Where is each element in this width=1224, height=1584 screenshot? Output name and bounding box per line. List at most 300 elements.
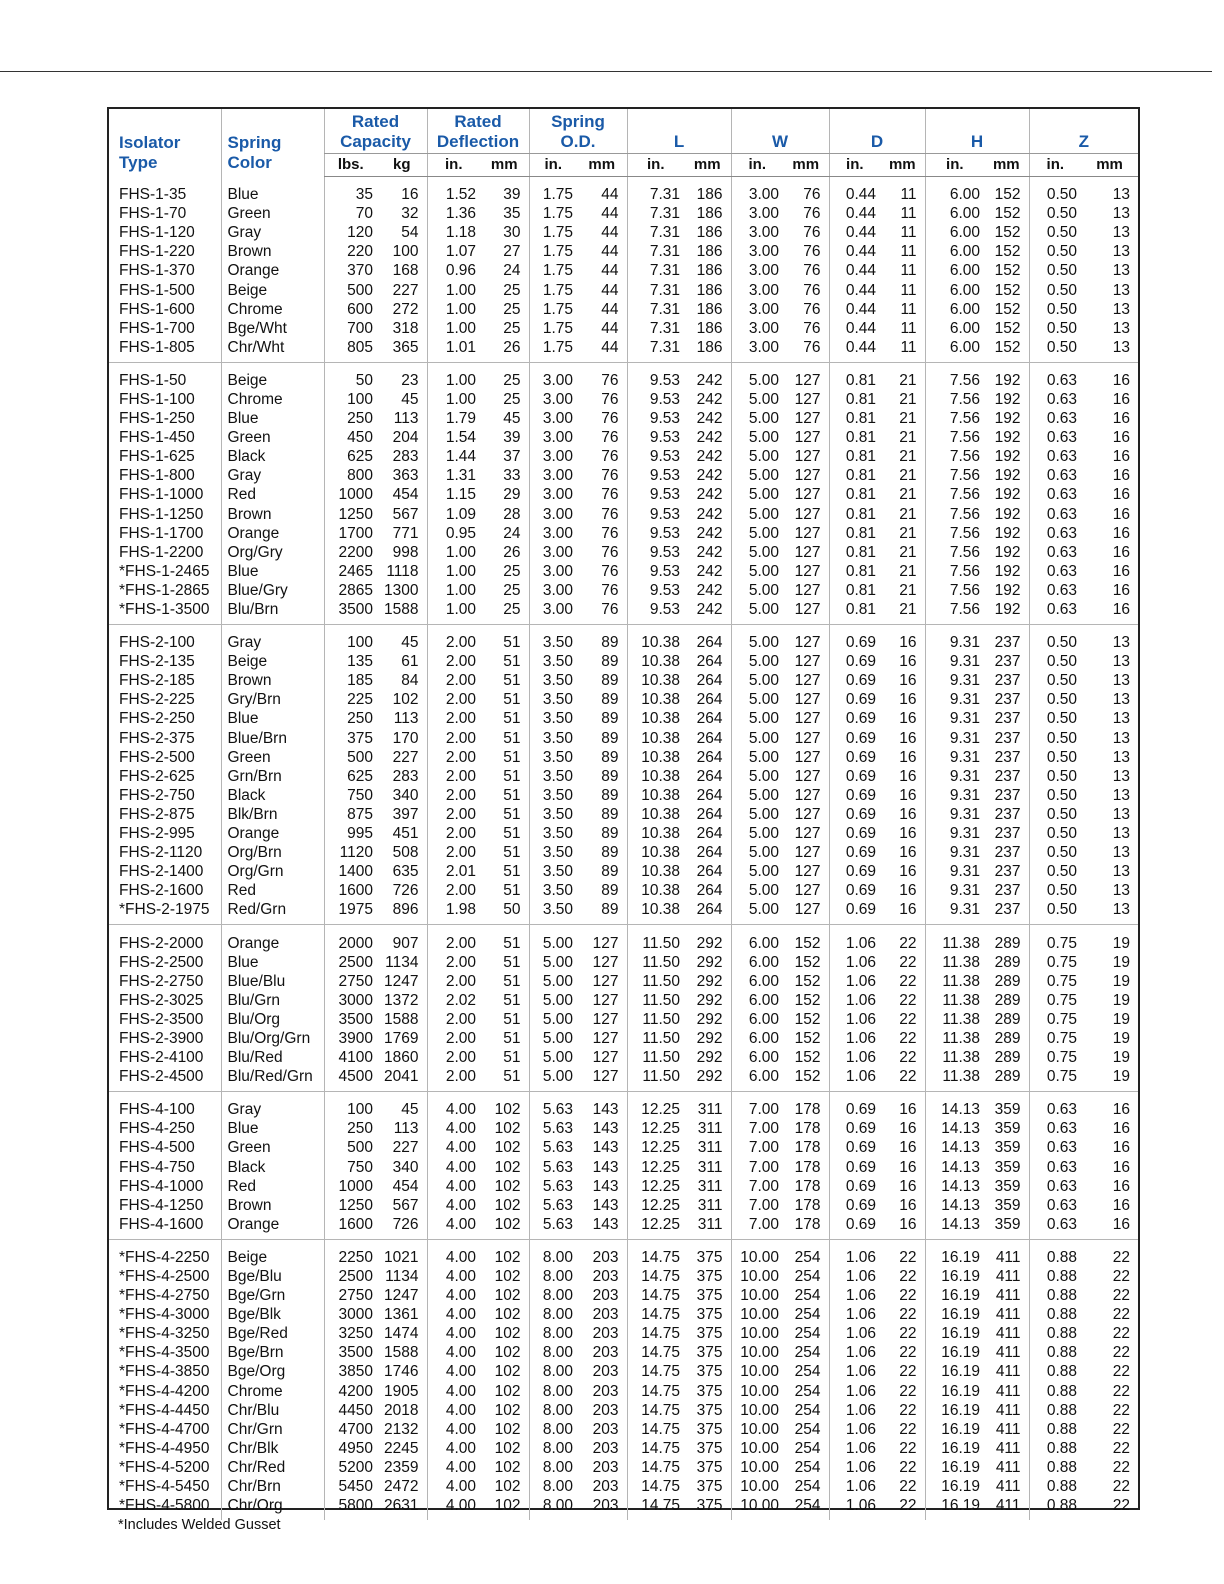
value-cell: 192 bbox=[994, 581, 1021, 599]
header-spring-color: Spring Color bbox=[221, 109, 324, 177]
spring-color-cell: Gray bbox=[221, 223, 324, 242]
value-cell: 500 bbox=[324, 280, 377, 299]
value-cell: 16.19 bbox=[925, 1458, 984, 1477]
value-cell: 340 bbox=[392, 1158, 419, 1176]
value-cell: 51 bbox=[503, 863, 521, 881]
table-row bbox=[109, 1239, 1138, 1267]
top-rule bbox=[0, 71, 1212, 72]
value-cell: 5.00 bbox=[731, 786, 783, 805]
value-cell: 1.75 bbox=[529, 223, 577, 242]
value-cell: 0.63 bbox=[1029, 1092, 1081, 1120]
value-cell: 22 bbox=[1112, 1458, 1131, 1476]
value-cell: 11.50 bbox=[627, 925, 684, 953]
value-cell: 1860 bbox=[384, 1049, 419, 1067]
isolator-type-cell: FHS-4-1250 bbox=[119, 1196, 204, 1214]
value-cell: 289 bbox=[994, 1068, 1021, 1086]
value-cell: 289 bbox=[994, 972, 1021, 990]
value-cell: 0.63 bbox=[1029, 600, 1081, 625]
value-cell: 0.50 bbox=[1029, 204, 1081, 223]
spring-color-cell: Green bbox=[221, 204, 324, 223]
table-row bbox=[109, 319, 1138, 338]
value-cell: 5.00 bbox=[731, 466, 783, 485]
value-cell: 254 bbox=[794, 1439, 821, 1457]
value-cell: 127 bbox=[794, 901, 821, 919]
value-cell: 567 bbox=[392, 505, 419, 523]
value-cell: 411 bbox=[995, 1287, 1021, 1305]
value-cell: 0.50 bbox=[1029, 709, 1081, 728]
isolator-group bbox=[109, 1239, 1138, 1520]
value-cell: 292 bbox=[696, 1029, 723, 1047]
value-cell: 10.38 bbox=[627, 625, 684, 653]
value-cell: 4.00 bbox=[427, 1286, 480, 1305]
value-cell: 7.31 bbox=[627, 261, 684, 280]
value-cell: 10.38 bbox=[627, 881, 684, 900]
value-cell: 14.75 bbox=[627, 1239, 684, 1267]
value-cell: 16.19 bbox=[925, 1477, 984, 1496]
value-cell: 5.63 bbox=[529, 1138, 577, 1157]
value-cell: 13 bbox=[1112, 338, 1131, 356]
value-cell: 0.69 bbox=[829, 1119, 880, 1138]
value-cell: 4.00 bbox=[427, 1215, 480, 1240]
value-cell: 127 bbox=[592, 953, 619, 971]
value-cell: 45 bbox=[503, 410, 521, 428]
value-cell: 0.81 bbox=[829, 543, 880, 562]
value-cell: 102 bbox=[494, 1401, 521, 1419]
value-cell: 0.81 bbox=[829, 362, 880, 390]
value-cell: 152 bbox=[794, 1049, 821, 1067]
value-cell: 13 bbox=[1112, 786, 1131, 804]
value-cell: 0.63 bbox=[1029, 581, 1081, 600]
value-cell: 22 bbox=[1112, 1382, 1131, 1400]
value-cell: 9.31 bbox=[925, 652, 984, 671]
value-cell: 7.00 bbox=[731, 1215, 783, 1240]
value-cell: 7.56 bbox=[925, 362, 984, 390]
value-cell: 16 bbox=[899, 863, 917, 881]
value-cell: 0.81 bbox=[829, 600, 880, 625]
spring-color-cell: Bge/Blk bbox=[221, 1305, 324, 1324]
value-cell: 25 bbox=[503, 581, 521, 599]
value-cell: 0.50 bbox=[1029, 690, 1081, 709]
spring-color-cell: Chrome bbox=[221, 1382, 324, 1401]
value-cell: 5.00 bbox=[731, 485, 783, 504]
spring-color-cell: Orange bbox=[221, 524, 324, 543]
value-cell: 0.50 bbox=[1029, 242, 1081, 261]
value-cell: 237 bbox=[994, 882, 1021, 900]
value-cell: 16.19 bbox=[925, 1362, 984, 1381]
value-cell: 3.00 bbox=[731, 204, 783, 223]
value-cell: 11.50 bbox=[627, 991, 684, 1010]
value-cell: 14.75 bbox=[627, 1267, 684, 1286]
value-cell: 365 bbox=[392, 338, 419, 356]
value-cell: 2.00 bbox=[427, 625, 480, 653]
table-row bbox=[109, 671, 1138, 690]
value-cell: 16.19 bbox=[925, 1401, 984, 1420]
table-row bbox=[109, 767, 1138, 786]
value-cell: 45 bbox=[401, 634, 419, 652]
spring-color-cell: Beige bbox=[221, 652, 324, 671]
value-cell: 203 bbox=[592, 1344, 619, 1362]
value-cell: 89 bbox=[601, 805, 619, 823]
value-cell: 2750 bbox=[324, 1286, 377, 1305]
value-cell: 13 bbox=[1112, 653, 1131, 671]
value-cell: 7.56 bbox=[925, 466, 984, 485]
value-cell: 370 bbox=[324, 261, 377, 280]
value-cell: 289 bbox=[994, 953, 1021, 971]
isolator-group bbox=[109, 177, 1138, 363]
value-cell: 152 bbox=[794, 1010, 821, 1028]
table-row bbox=[109, 824, 1138, 843]
value-cell: 102 bbox=[392, 691, 419, 709]
value-cell: 3500 bbox=[324, 1343, 377, 1362]
unit-header: lbs. bbox=[324, 154, 377, 177]
value-cell: 16 bbox=[899, 672, 917, 690]
isolator-type-cell: FHS-2-1120 bbox=[119, 844, 203, 862]
value-cell: 25 bbox=[503, 281, 521, 299]
value-cell: 254 bbox=[794, 1420, 821, 1438]
value-cell: 237 bbox=[994, 672, 1021, 690]
value-cell: 13 bbox=[1112, 844, 1131, 862]
value-cell: 143 bbox=[592, 1101, 619, 1119]
value-cell: 16 bbox=[899, 1177, 917, 1195]
value-cell: 51 bbox=[503, 953, 521, 971]
value-cell: 10.38 bbox=[627, 862, 684, 881]
value-cell: 22 bbox=[899, 1049, 917, 1067]
table-row bbox=[109, 805, 1138, 824]
value-cell: 292 bbox=[696, 1049, 723, 1067]
value-cell: 5.00 bbox=[731, 805, 783, 824]
value-cell: 203 bbox=[592, 1401, 619, 1419]
value-cell: 254 bbox=[794, 1287, 821, 1305]
value-cell: 4.00 bbox=[427, 1420, 480, 1439]
value-cell: 13 bbox=[1112, 882, 1131, 900]
value-cell: 411 bbox=[995, 1439, 1021, 1457]
value-cell: 0.50 bbox=[1029, 824, 1081, 843]
value-cell: 5450 bbox=[324, 1477, 377, 1496]
table-row bbox=[109, 1092, 1138, 1120]
value-cell: 2750 bbox=[324, 972, 377, 991]
value-cell: 11.38 bbox=[925, 1010, 984, 1029]
value-cell: 237 bbox=[994, 844, 1021, 862]
value-cell: 3500 bbox=[324, 1010, 377, 1029]
value-cell: 76 bbox=[803, 319, 821, 337]
value-cell: 10.38 bbox=[627, 824, 684, 843]
value-cell: 411 bbox=[995, 1497, 1021, 1515]
isolator-type-cell: FHS-2-500 bbox=[119, 748, 195, 766]
value-cell: 76 bbox=[803, 243, 821, 261]
value-cell: 16 bbox=[1112, 562, 1131, 580]
value-cell: 1.00 bbox=[427, 600, 480, 625]
value-cell: 37 bbox=[503, 448, 521, 466]
value-cell: 5.63 bbox=[529, 1215, 577, 1240]
value-cell: 289 bbox=[994, 991, 1021, 1009]
value-cell: 186 bbox=[696, 319, 723, 337]
value-cell: 178 bbox=[794, 1101, 821, 1119]
value-cell: 10.38 bbox=[627, 786, 684, 805]
isolator-type-cell: *FHS-1-2465 bbox=[119, 562, 210, 580]
value-cell: 7.31 bbox=[627, 177, 684, 205]
value-cell: 5.00 bbox=[731, 881, 783, 900]
value-cell: 7.56 bbox=[925, 562, 984, 581]
spring-color-cell: Chr/Blk bbox=[221, 1439, 324, 1458]
value-cell: 375 bbox=[696, 1344, 723, 1362]
table-row bbox=[109, 524, 1138, 543]
value-cell: 227 bbox=[392, 748, 419, 766]
table-row bbox=[109, 242, 1138, 261]
value-cell: 292 bbox=[696, 972, 723, 990]
value-cell: 89 bbox=[601, 748, 619, 766]
value-cell: 0.69 bbox=[829, 862, 880, 881]
spring-color-cell: Green bbox=[221, 1138, 324, 1157]
spring-color-cell: Chrome bbox=[221, 390, 324, 409]
value-cell: 16 bbox=[1112, 429, 1131, 447]
value-cell: 3.00 bbox=[529, 562, 577, 581]
value-cell: 359 bbox=[994, 1158, 1021, 1176]
unit-header: mm bbox=[880, 154, 925, 177]
value-cell: 9.53 bbox=[627, 447, 684, 466]
spring-color-cell: Blue bbox=[221, 562, 324, 581]
unit-header: in. bbox=[427, 154, 480, 177]
value-cell: 1.75 bbox=[529, 280, 577, 299]
value-cell: 10.38 bbox=[627, 729, 684, 748]
value-cell: 51 bbox=[503, 729, 521, 747]
value-cell: 24 bbox=[503, 524, 521, 542]
value-cell: 2.01 bbox=[427, 862, 480, 881]
unit-header: kg bbox=[377, 154, 427, 177]
value-cell: 726 bbox=[392, 882, 419, 900]
value-cell: 9.31 bbox=[925, 690, 984, 709]
value-cell: 25 bbox=[503, 601, 521, 619]
value-cell: 5.00 bbox=[731, 625, 783, 653]
value-cell: 3.50 bbox=[529, 805, 577, 824]
value-cell: 1000 bbox=[324, 485, 377, 504]
value-cell: 3250 bbox=[324, 1324, 377, 1343]
table-row bbox=[109, 1477, 1138, 1496]
value-cell: 51 bbox=[503, 653, 521, 671]
value-cell: 5.63 bbox=[529, 1196, 577, 1215]
value-cell: 9.53 bbox=[627, 600, 684, 625]
value-cell: 25 bbox=[503, 319, 521, 337]
value-cell: 127 bbox=[794, 729, 821, 747]
value-cell: 152 bbox=[994, 186, 1021, 204]
value-cell: 5.00 bbox=[731, 524, 783, 543]
value-cell: 152 bbox=[994, 205, 1021, 223]
value-cell: 0.88 bbox=[1029, 1420, 1081, 1439]
value-cell: 16 bbox=[899, 767, 917, 785]
value-cell: 2.00 bbox=[427, 824, 480, 843]
value-cell: 411 bbox=[995, 1478, 1021, 1496]
value-cell: 1.36 bbox=[427, 204, 480, 223]
isolator-type-cell: FHS-2-135 bbox=[119, 653, 195, 671]
value-cell: 5.00 bbox=[529, 1010, 577, 1029]
value-cell: 9.53 bbox=[627, 390, 684, 409]
value-cell: 2132 bbox=[384, 1420, 419, 1438]
value-cell: 5.00 bbox=[731, 690, 783, 709]
unit-header: in. bbox=[829, 154, 880, 177]
value-cell: 9.31 bbox=[925, 786, 984, 805]
value-cell: 5.00 bbox=[529, 1029, 577, 1048]
table-row bbox=[109, 581, 1138, 600]
isolator-type-cell: *FHS-4-3250 bbox=[119, 1325, 210, 1343]
value-cell: 186 bbox=[696, 300, 723, 318]
value-cell: 411 bbox=[995, 1401, 1021, 1419]
value-cell: 0.50 bbox=[1029, 319, 1081, 338]
isolator-type-cell: FHS-2-3500 bbox=[119, 1010, 204, 1028]
value-cell: 1.00 bbox=[427, 319, 480, 338]
value-cell: 0.44 bbox=[829, 261, 880, 280]
value-cell: 0.63 bbox=[1029, 505, 1081, 524]
value-cell: 10.38 bbox=[627, 900, 684, 925]
value-cell: 127 bbox=[794, 448, 821, 466]
value-cell: 359 bbox=[994, 1120, 1021, 1138]
value-cell: 3.50 bbox=[529, 709, 577, 728]
value-cell: 0.63 bbox=[1029, 524, 1081, 543]
value-cell: 0.50 bbox=[1029, 652, 1081, 671]
value-cell: 1250 bbox=[324, 1196, 377, 1215]
value-cell: 0.75 bbox=[1029, 1010, 1081, 1029]
spring-color-cell: Orange bbox=[221, 925, 324, 953]
value-cell: 1.00 bbox=[427, 390, 480, 409]
value-cell: 11 bbox=[900, 281, 917, 299]
isolator-type-cell: *FHS-4-2750 bbox=[119, 1287, 210, 1305]
value-cell: 4.00 bbox=[427, 1362, 480, 1381]
value-cell: 6.00 bbox=[731, 1029, 783, 1048]
value-cell: 16 bbox=[899, 653, 917, 671]
value-cell: 51 bbox=[503, 805, 521, 823]
value-cell: 30 bbox=[503, 224, 521, 242]
value-cell: 2018 bbox=[384, 1401, 419, 1419]
value-cell: 16 bbox=[899, 844, 917, 862]
spring-color-cell: Green bbox=[221, 748, 324, 767]
value-cell: 7.31 bbox=[627, 338, 684, 363]
value-cell: 0.69 bbox=[829, 652, 880, 671]
value-cell: 1250 bbox=[324, 505, 377, 524]
value-cell: 2865 bbox=[324, 581, 377, 600]
value-cell: 242 bbox=[696, 562, 723, 580]
value-cell: 0.50 bbox=[1029, 805, 1081, 824]
value-cell: 1120 bbox=[324, 843, 377, 862]
value-cell: 14.13 bbox=[925, 1177, 984, 1196]
value-cell: 4.00 bbox=[427, 1119, 480, 1138]
value-cell: 16 bbox=[1112, 1177, 1131, 1195]
value-cell: 9.31 bbox=[925, 709, 984, 728]
value-cell: 186 bbox=[696, 338, 723, 356]
value-cell: 1.06 bbox=[829, 1477, 880, 1496]
value-cell: 1.75 bbox=[529, 300, 577, 319]
isolator-type-cell: FHS-1-100 bbox=[119, 390, 195, 408]
value-cell: 264 bbox=[696, 748, 723, 766]
value-cell: 51 bbox=[503, 1029, 521, 1047]
table-row bbox=[109, 729, 1138, 748]
value-cell: 19 bbox=[1112, 1029, 1131, 1047]
value-cell: 203 bbox=[592, 1363, 619, 1381]
value-cell: 1.06 bbox=[829, 1010, 880, 1029]
spring-color-cell: Bge/Wht bbox=[221, 319, 324, 338]
value-cell: 14.13 bbox=[925, 1092, 984, 1120]
value-cell: 178 bbox=[794, 1196, 821, 1214]
value-cell: 1975 bbox=[324, 900, 377, 925]
isolator-type-cell: FHS-4-100 bbox=[119, 1101, 195, 1119]
value-cell: 3.00 bbox=[529, 485, 577, 504]
value-cell: 84 bbox=[401, 672, 419, 690]
value-cell: 2.00 bbox=[427, 786, 480, 805]
value-cell: 6.00 bbox=[731, 1048, 783, 1067]
table-row bbox=[109, 1029, 1138, 1048]
value-cell: 16.19 bbox=[925, 1239, 984, 1267]
value-cell: 127 bbox=[794, 805, 821, 823]
value-cell: 454 bbox=[392, 486, 419, 504]
value-cell: 242 bbox=[696, 467, 723, 485]
value-cell: 127 bbox=[794, 634, 821, 652]
value-cell: 9.31 bbox=[925, 748, 984, 767]
value-cell: 8.00 bbox=[529, 1267, 577, 1286]
isolator-type-cell: FHS-1-120 bbox=[119, 224, 195, 242]
value-cell: 76 bbox=[803, 186, 821, 204]
value-cell: 237 bbox=[994, 748, 1021, 766]
value-cell: 13 bbox=[1112, 901, 1131, 919]
spring-color-cell: Beige bbox=[221, 280, 324, 299]
value-cell: 192 bbox=[994, 467, 1021, 485]
value-cell: 1247 bbox=[384, 972, 419, 990]
table-row bbox=[109, 280, 1138, 299]
isolator-group bbox=[109, 1092, 1138, 1240]
value-cell: 2.00 bbox=[427, 652, 480, 671]
isolator-type-cell: *FHS-4-4200 bbox=[119, 1382, 210, 1400]
header-rated-deflection: Rated Deflection bbox=[427, 109, 529, 154]
value-cell: 102 bbox=[494, 1248, 521, 1266]
value-cell: 237 bbox=[994, 634, 1021, 652]
header-z: Z bbox=[1029, 109, 1138, 154]
table-row bbox=[109, 1401, 1138, 1420]
value-cell: 0.50 bbox=[1029, 671, 1081, 690]
value-cell: 995 bbox=[324, 824, 377, 843]
value-cell: 0.88 bbox=[1029, 1458, 1081, 1477]
value-cell: 0.50 bbox=[1029, 625, 1081, 653]
value-cell: 7.56 bbox=[925, 447, 984, 466]
spring-color-cell: Bge/Org bbox=[221, 1362, 324, 1381]
value-cell: 0.63 bbox=[1029, 447, 1081, 466]
table-row bbox=[109, 1305, 1138, 1324]
value-cell: 127 bbox=[794, 767, 821, 785]
value-cell: 363 bbox=[392, 467, 419, 485]
value-cell: 3.00 bbox=[529, 505, 577, 524]
value-cell: 0.63 bbox=[1029, 562, 1081, 581]
value-cell: 1588 bbox=[384, 601, 419, 619]
value-cell: 186 bbox=[696, 186, 723, 204]
value-cell: 411 bbox=[995, 1344, 1021, 1362]
value-cell: 311 bbox=[697, 1177, 723, 1195]
value-cell: 237 bbox=[994, 729, 1021, 747]
value-cell: 16.19 bbox=[925, 1439, 984, 1458]
value-cell: 359 bbox=[994, 1196, 1021, 1214]
isolator-group bbox=[109, 625, 1138, 925]
value-cell: 10.38 bbox=[627, 690, 684, 709]
value-cell: 7.31 bbox=[627, 223, 684, 242]
value-cell: 8.00 bbox=[529, 1382, 577, 1401]
value-cell: 10.38 bbox=[627, 748, 684, 767]
value-cell: 102 bbox=[494, 1268, 521, 1286]
value-cell: 1.01 bbox=[427, 338, 480, 363]
value-cell: 143 bbox=[592, 1196, 619, 1214]
value-cell: 1.98 bbox=[427, 900, 480, 925]
value-cell: 152 bbox=[794, 934, 821, 952]
value-cell: 45 bbox=[401, 1101, 419, 1119]
value-cell: 51 bbox=[503, 934, 521, 952]
value-cell: 5.63 bbox=[529, 1158, 577, 1177]
value-cell: 143 bbox=[592, 1177, 619, 1195]
value-cell: 7.31 bbox=[627, 242, 684, 261]
value-cell: 8.00 bbox=[529, 1420, 577, 1439]
value-cell: 127 bbox=[592, 1068, 619, 1086]
